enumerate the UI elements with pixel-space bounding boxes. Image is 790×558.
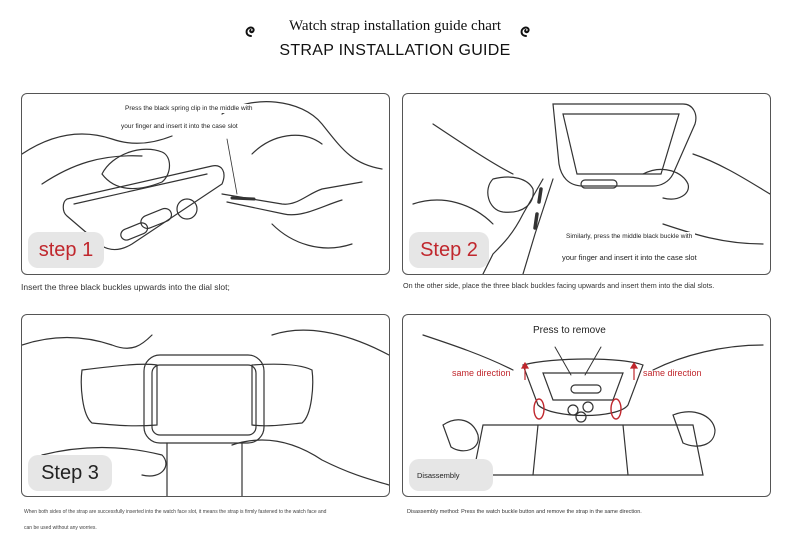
step-1-note-line-2: your finger and insert it into the case slot <box>118 122 241 131</box>
step-2-caption: On the other side, place the three black buckles facing upwards and insert them into the dial slots. <box>403 281 715 290</box>
step-3-caption-line-2: can be used without any worries. <box>24 525 97 531</box>
step-2-note-line-2: your finger and insert it into the case slot <box>559 252 700 263</box>
step-3-caption-line-1: When both sides of the strap are successfully inserted into the watch face slot, it means the strap is firmly fastened to the watch face and <box>24 509 327 515</box>
step-2-badge: Step 2 <box>409 232 489 268</box>
press-to-remove-label: Press to remove <box>533 325 606 336</box>
up-arrow-icon-right <box>631 363 637 380</box>
step-1-note-line-1: Press the black spring clip in the middle with <box>122 104 256 113</box>
same-direction-label-left: same direction <box>452 368 511 378</box>
step-2-note-line-1: Similarly, press the middle black buckle with <box>563 232 695 241</box>
disassembly-badge: Disassembly <box>409 459 493 491</box>
page-title: Watch strap installation guide chart <box>288 18 502 34</box>
same-direction-label-right: same direction <box>643 368 702 378</box>
page-subtitle: STRAP INSTALLATION GUIDE <box>279 42 511 59</box>
step-1-badge: step 1 <box>28 232 104 268</box>
swirl-icon-right <box>518 22 534 38</box>
panel-disassembly <box>402 314 771 497</box>
step-3-badge: Step 3 <box>28 455 112 491</box>
step-1-caption: Insert the three black buckles upwards into the dial slot; <box>21 282 230 292</box>
panel-step-1 <box>21 93 390 275</box>
disassembly-caption: Disassembly method: Press the watch buckle button and remove the strap in the same direction. <box>407 509 642 515</box>
panel-step-2 <box>402 93 771 275</box>
panel-step-3 <box>21 314 390 497</box>
